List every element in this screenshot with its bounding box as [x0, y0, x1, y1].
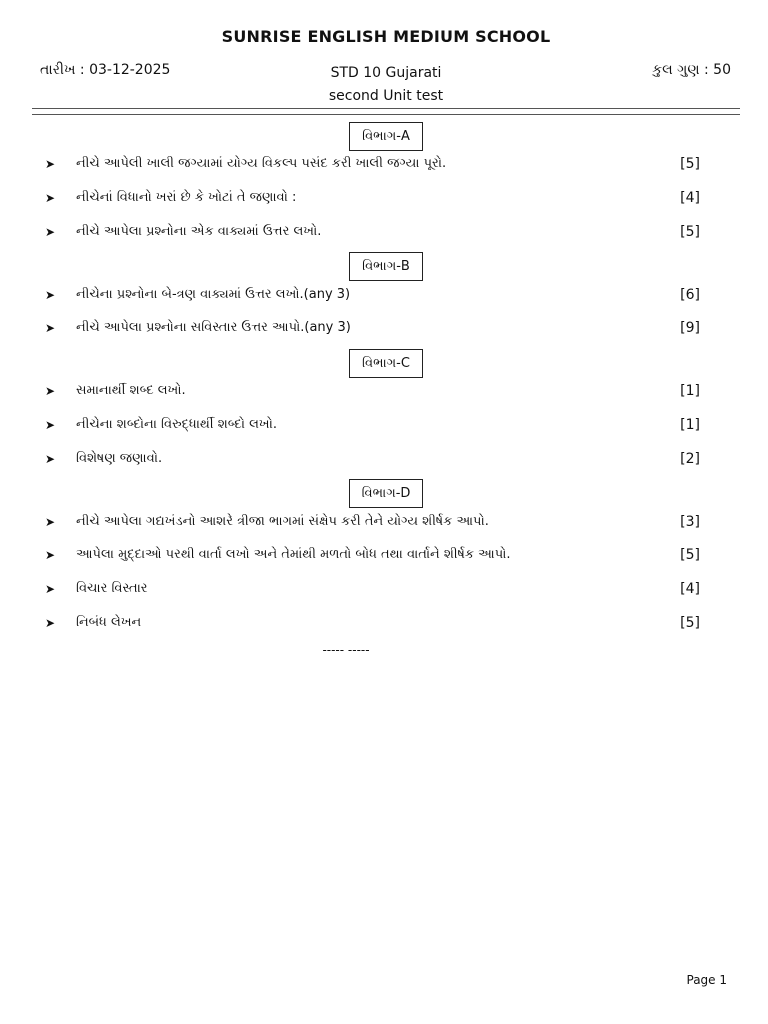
question-item — [0, 188, 768, 208]
header-divider-bottom — [32, 114, 740, 115]
question-text: નીચેના શબ્દોના વિરુદ્ધાર્થી શબ્દો લખો. — [76, 417, 277, 432]
question-text: નીચે આપેલા પ્રશ્નોના સવિસ્તાર ઉત્તર આપો.(any 3) — [76, 320, 351, 335]
question-item — [0, 154, 768, 174]
question-item — [0, 285, 768, 305]
exam-date: તારીખ : 03-12-2025 — [40, 62, 171, 78]
question-item — [0, 381, 768, 401]
question-marks: [5] — [680, 156, 700, 172]
standard-subject: STD 10 Gujarati — [330, 65, 442, 81]
arrow-bullet-icon: ➤ — [45, 384, 56, 398]
section-b-heading: વિભાગ-B — [349, 252, 423, 281]
question-text: આપેલા મુદ્દાઓ પરથી વાર્તા લખો અને તેમાંથી મળતો બોધ તથા વાર્તાને શીર્ષક આપો. — [76, 547, 511, 562]
question-marks: [5] — [680, 615, 700, 631]
question-marks: [5] — [680, 547, 700, 563]
question-item — [0, 318, 768, 338]
end-of-paper-mark: ----- ----- — [322, 643, 370, 657]
question-marks: [9] — [680, 320, 700, 336]
question-text: નીચે આપેલા ગદ્યખંડનો આશરે ત્રીજા ભાગમાં સંક્ષેપ કરી તેને યોગ્ય શીર્ષક આપો. — [76, 514, 489, 529]
arrow-bullet-icon: ➤ — [45, 225, 56, 239]
question-marks: [3] — [680, 514, 700, 530]
question-marks: [1] — [680, 417, 700, 433]
question-item — [0, 415, 768, 435]
question-marks: [6] — [680, 287, 700, 303]
question-item — [0, 222, 768, 242]
question-text: નીચે આપેલી ખાલી જગ્યામાં યોગ્ય વિકલ્પ પસંદ કરી ખાલી જગ્યા પૂરો. — [76, 156, 447, 171]
section-d-heading: વિભાગ-D — [349, 479, 423, 508]
arrow-bullet-icon: ➤ — [45, 288, 56, 302]
arrow-bullet-icon: ➤ — [45, 452, 56, 466]
section-c-heading: વિભાગ-C — [349, 349, 423, 378]
header-divider-top — [32, 108, 740, 109]
section-a-heading: વિભાગ-A — [349, 122, 423, 151]
school-name: SUNRISE ENGLISH MEDIUM SCHOOL — [221, 27, 551, 46]
question-item — [0, 579, 768, 599]
question-text: નીચેના પ્રશ્નોના બે-ત્રણ વાક્યમાં ઉત્તર લખો.(any 3) — [76, 287, 351, 302]
question-marks: [1] — [680, 383, 700, 399]
arrow-bullet-icon: ➤ — [45, 418, 56, 432]
question-item — [0, 449, 768, 469]
question-text: વિચાર વિસ્તાર — [76, 581, 148, 596]
question-text: સમાનાર્થી શબ્દ લખો. — [76, 383, 186, 398]
question-item — [0, 545, 768, 565]
arrow-bullet-icon: ➤ — [45, 321, 56, 335]
arrow-bullet-icon: ➤ — [45, 616, 56, 630]
test-name: second Unit test — [328, 88, 444, 104]
question-marks: [2] — [680, 451, 700, 467]
question-text: વિશેષણ જણાવો. — [76, 451, 163, 466]
question-text: નિબંધ લેખન — [76, 615, 142, 630]
question-marks: [5] — [680, 224, 700, 240]
question-item — [0, 512, 768, 532]
exam-info — [286, 62, 486, 108]
question-item — [0, 613, 768, 633]
arrow-bullet-icon: ➤ — [45, 191, 56, 205]
question-marks: [4] — [680, 581, 700, 597]
total-marks: કુલ ગુણ : 50 — [652, 62, 731, 78]
question-marks: [4] — [680, 190, 700, 206]
question-text: નીચે આપેલા પ્રશ્નોના એક વાક્યમાં ઉત્તર લખો. — [76, 224, 322, 239]
page-number: Page 1 — [686, 973, 727, 987]
arrow-bullet-icon: ➤ — [45, 582, 56, 596]
arrow-bullet-icon: ➤ — [45, 157, 56, 171]
arrow-bullet-icon: ➤ — [45, 548, 56, 562]
question-text: નીચેનાં વિધાનો ખરાં છે કે ખોટાં તે જણાવો : — [76, 190, 297, 205]
arrow-bullet-icon: ➤ — [45, 515, 56, 529]
